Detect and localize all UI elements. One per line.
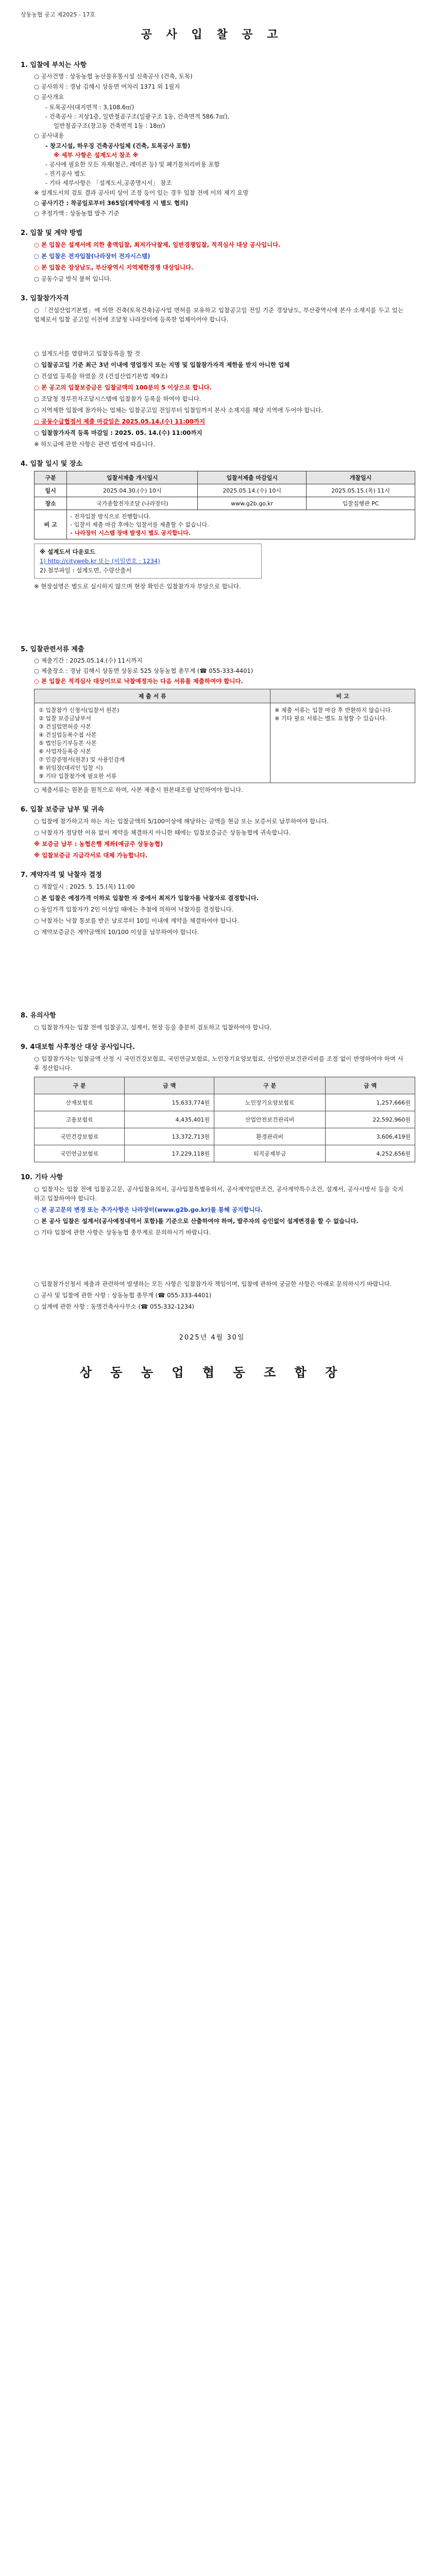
item: 일반철골구조(창고동 건축면적 1동 : 18㎡)	[54, 122, 165, 129]
section-5	[21, 643, 403, 794]
item: ○ 낙찰자는 낙찰 통보를 받은 날로부터 10일 이내에 계약을 체결하여야 합니다.	[34, 917, 240, 924]
item-highlight: ○ 본 입찰은 장상남도, 부산광역시 지역제한경쟁 대상입니다.	[34, 264, 194, 271]
table-row	[35, 1094, 415, 1111]
item: - 토목공사(대지면적 : 3,108.6㎡)	[45, 104, 134, 111]
section-heading: 6. 입찰 보증금 납부 및 귀속	[21, 806, 105, 814]
footnote: ※ 현장설명은 별도로 실시하지 않으며 현장 확인은 입찰참가자 부담으로 합니다.	[34, 583, 241, 590]
section-9	[21, 1041, 411, 1162]
page-title: 공 사 입 찰 공 고	[141, 28, 283, 41]
section-3	[21, 293, 403, 449]
item: ※ 설계도서의 검토 결과 공사비 상이 조정 등이 있는 경우 입찰 전에 이의 제기 요망	[34, 189, 249, 196]
table-cell[interactable]: www.g2b.go.kr	[198, 497, 307, 510]
item: ○ 입찰공고일 기준 최근 3년 이내에 영업정지 또는 지명 및 입찰참가자격 제한을 받지 아니한 업체	[34, 361, 290, 368]
table-cell: 2025.04.30.(수) 10시	[67, 484, 198, 497]
note: - 전자입찰 방식으로 진행합니다.	[70, 513, 151, 520]
item-highlight: ○ 본 입찰은 설계서에 의한 총액입찰, 최저가낙찰제, 일반경쟁입찰, 적격심사 대상 공사입니다.	[34, 241, 281, 248]
item-highlight: ○ 본 입찰은 전자입찰(나라장터 전자시스템)	[34, 252, 150, 260]
list-item: ⑨ 기타 입찰참가에 필요한 서류	[39, 773, 117, 779]
notice-date: 2025년 4월 30일	[179, 1334, 245, 1342]
table-cell: 13,372,713원	[125, 1128, 214, 1145]
item: ○ 지역제한 입찰에 참가하는 업체는 입찰공고일 전일부터 입찰일까지 본사 소재지를 해당 지역에 두어야 합니다.	[34, 406, 324, 414]
item: ○ 본 입찰은 예정가격 이하로 입찰한 자 중에서 최저가 입찰자를 낙찰자로 결정합니다.	[34, 894, 259, 902]
table-header: 구분	[35, 471, 67, 484]
item: ○ 입찰에 참가하고자 하는 자는 입찰금액의 5/100이상에 해당하는 금액을 현금 또는 보증서로 납부하여야 합니다.	[34, 818, 329, 825]
table-cell: 산업안전보건관리비	[214, 1111, 326, 1128]
section-10	[21, 1172, 403, 1237]
table-cell: 입찰집행관 PC	[307, 497, 415, 510]
table-cell: 3,606,419원	[326, 1128, 415, 1145]
note: - 입찰서 제출 마감 후에는 입찰서를 제출할 수 없습니다.	[70, 521, 209, 528]
item: ○ 개찰일시 : 2025. 5. 15.(목) 11:00	[34, 883, 135, 890]
item: ○ 조달청 정부전자조달시스템에 입찰참가 등록을 하여야 합니다.	[34, 395, 201, 402]
section-heading: 3. 입찰참가자격	[21, 295, 69, 302]
list-item: ③ 건설업면허증 사본	[39, 723, 91, 730]
item: ○ 입찰참가자는 입찰 전에 입찰공고, 설계서, 현장 등을 충분히 검토하고 입찰하여야 합니다.	[34, 1024, 272, 1031]
item-highlight: ※ 세부 사항은 설계도서 참조 ※	[54, 151, 139, 159]
table-header: 구 분	[35, 1077, 125, 1094]
item: ○ 공동수급 방식 불허 입니다.	[34, 275, 112, 282]
item: ○ 「건설산업기본법」에 의한 건축(토목건축)공사업 면허를 보유하고 입찰공고일 전일 기준 경상남도, 부산광역시에 본사 소재지를 두고 있는 업체로서 입찰 공고일 이전에 조달청 나라장터에 등록한 업체이어야 합니다.	[34, 307, 403, 323]
table-cell: 17,229,118원	[125, 1145, 214, 1162]
docs-cell	[35, 703, 270, 783]
table-header: 구 분	[214, 1077, 326, 1094]
section-heading: 1. 입찰에 부치는 사항	[21, 61, 87, 69]
list-item: ① 입찰참가 신청서(입찰서 원본)	[39, 707, 120, 714]
table-row	[35, 703, 415, 783]
item: ○ 입찰참가자격 등록 마감일 : 2025. 05. 14.(수) 11:00까지	[34, 429, 202, 436]
table-header: 개찰일시	[307, 471, 415, 484]
section-4	[21, 458, 403, 591]
insurance-table	[34, 1077, 415, 1162]
list-item: ⑤ 법인등기부등본 사본	[39, 740, 97, 747]
download-link[interactable]: 1) http://cityweb.kr 또는 (비밀번호 : 1234)	[40, 557, 160, 565]
section-heading: 2. 입찰 및 계약 방법	[21, 229, 82, 237]
item: ○ 공사 및 입찰에 관한 사항 : 상동농협 총무계 (☎ 055-333-4401)	[34, 1292, 212, 1299]
table-row	[35, 1128, 415, 1145]
document-number: 상동농협 공고 제2025 - 17호	[21, 11, 95, 18]
box-line: 2) 첨부파일 : 설계도면, 수량산출서	[40, 567, 132, 574]
item	[34, 251, 403, 261]
table-cell: 2025.05.14.(수) 10시	[198, 484, 307, 497]
section-2	[21, 227, 403, 283]
table-cell: 4,435,401원	[125, 1111, 214, 1128]
list-item: ⑥ 사업자등록증 사본	[39, 748, 91, 755]
item: - 전기공사 별도	[45, 170, 86, 177]
table-header: 비 고	[270, 689, 415, 703]
section-6	[21, 804, 403, 860]
box-title: ※ 설계도서 다운로드	[40, 548, 96, 555]
table-cell: 국민건강보험료	[35, 1128, 125, 1145]
section-heading: 9. 4대보험 사후정산 대상 공사입니다.	[21, 1043, 135, 1051]
table-cell: 노인장기요양보험료	[214, 1094, 326, 1111]
item-highlight: ○ 본 공고의 입찰보증금은 입찰금액의 100분의 5 이상으로 합니다.	[34, 384, 212, 391]
item: ○ 입찰참가신청서 제출과 관련하여 발생하는 모든 사항은 입찰참가자 책임이며, 입찰에 관하여 궁금한 사항은 아래로 문의하시기 바랍니다.	[34, 1280, 392, 1287]
item: ○ 입찰참가자는 입찰금액 산정 시 국민건강보험료, 국민연금보험료, 노인장기요양보험료, 산업안전보건관리비를 조정 없이 반영하여야 하며 사후 정산합니다.	[34, 1055, 403, 1072]
item: ○ 기타 입찰에 관한 사항은 상동농협 총무계로 문의하시기 바랍니다.	[34, 1229, 211, 1236]
contact-section	[21, 1279, 403, 1311]
table-cell: 퇴직공제부금	[214, 1145, 326, 1162]
item: - 건축공사 : 지상1층, 일반철골구조(일괄구조 1동, 건축면적 586.7㎡),	[45, 113, 230, 120]
item: - 기타 세부사항은 「설계도서,공종명시서」 참조	[45, 179, 172, 187]
item	[34, 263, 403, 272]
item-highlight: ○ 본 입찰은 적격심사 대상이므로 낙찰예정자는 다음 서류를 제출하여야 합니다.	[34, 677, 243, 685]
item: ○ 동일가격 입찰자가 2인 이상일 때에는 추첨에 의하여 낙찰자를 결정합니다.	[34, 906, 234, 913]
table-cell: 환경관리비	[214, 1128, 326, 1145]
table-cell: 15,633,774원	[125, 1094, 214, 1111]
table-row	[35, 1111, 415, 1128]
table-cell: 비 고	[35, 510, 67, 539]
item: - 창고시설, 하우징 건축공사일체 (건축, 토목공사 포함)	[45, 142, 191, 149]
item: ○ 공사개요	[34, 93, 64, 100]
section-heading: 10. 기타 사항	[21, 1174, 63, 1181]
list-item: ② 입찰 보증금납부서	[39, 715, 91, 722]
section-heading: 4. 입찰 일시 및 장소	[21, 460, 82, 468]
download-box	[34, 544, 262, 579]
table-cell: 1,257,666원	[326, 1094, 415, 1111]
table-cell: 22,592,960원	[326, 1111, 415, 1128]
item: ○ 입찰자는 입찰 전에 입찰공고문, 공사입찰유의서, 공사입찰특별유의서, 공사계약일반조건, 공사계약특수조건, 설계서, 공사시방서 등을 숙지하고 입찰하여야 합니다.	[34, 1185, 403, 1202]
item: ○ 본 공사 입찰은 설계서(공사예정내역서 포함)를 기준으로 산출하여야 하며, 발주자의 승인없이 설계변경을 할 수 없습니다.	[34, 1217, 359, 1225]
table-header: 금 액	[326, 1077, 415, 1094]
section-heading: 7. 계약자격 및 낙찰자 결정	[21, 871, 102, 879]
table-header: 금 액	[125, 1077, 214, 1094]
list-item: ⑧ 위임장(대리인 입찰 시)	[39, 765, 103, 771]
item: - 공사에 필요한 모든 자재(철근, 레미콘 등) 및 폐기물처리비용 포함	[45, 161, 220, 168]
section-1	[21, 59, 403, 218]
list-item: ⑦ 인감증명서(원본) 및 사용인감계	[39, 756, 125, 763]
item: ○ 건설업 등록을 하였을 것 (건설산업기본법 제9조)	[34, 372, 168, 380]
item	[34, 240, 403, 249]
item: ○ 추정가액 : 상동농협 발주 기준	[34, 210, 120, 217]
item-highlight: ○ 공동수급협정서 제출 마감일은 2025.05.14.(수) 11:00까지	[34, 418, 206, 425]
item: ○ 제출장소 : 경남 김해시 상동면 상동로 525 상동농협 총무계 (☎ 055-333-4401)	[34, 667, 253, 674]
item: ○ 공사기간 : 착공일로부터 365일(계약예정 시 별도 협의)	[34, 199, 189, 207]
table-cell: 고용보험료	[35, 1111, 125, 1128]
item: ※ 하도급에 관한 사항은 관련 법령에 따릅니다.	[34, 440, 156, 448]
table-cell: 4,252,656원	[326, 1145, 415, 1162]
table-cell: 장소	[35, 497, 67, 510]
table-row	[35, 510, 415, 539]
documents-table	[34, 689, 415, 783]
item: ○ 설계도서를 열람하고 입찰등록을 할 것	[34, 350, 141, 357]
note: - 나라장터 시스템 장애 발생시 별도 공지합니다.	[70, 530, 191, 536]
item: ○ 공사건명 : 상동농협 농산물유통시설 신축공사 (건축, 토목)	[34, 73, 193, 80]
item: ○ 제출서류는 원본을 원칙으로 하며, 사본 제출시 원본대조필 날인하여야 합니다.	[34, 786, 243, 793]
section-heading: 5. 입찰관련서류 제출	[21, 646, 84, 653]
table-cell: 산재보험료	[35, 1094, 125, 1111]
item: ○ 공사내용	[34, 132, 64, 139]
section-8	[21, 1010, 403, 1032]
table-cell: 일시	[35, 484, 67, 497]
table-header: 입찰서제출 개시일시	[67, 471, 198, 484]
remark-cell: ※ 제출 서류는 입찰 마감 후 반환하지 않습니다. ※ 기타 필요 서류는 별도 요청할 수 있습니다.	[270, 703, 415, 783]
list-item: ④ 건설업등록수첩 사본	[39, 732, 97, 738]
item: ○ 계약보증금은 계약금액의 10/100 이상을 납부하여야 합니다.	[34, 928, 199, 936]
section-heading: 8. 유의사항	[21, 1012, 56, 1020]
table-cell: 2025.05.15.(목) 11시	[307, 484, 415, 497]
table-row	[35, 1145, 415, 1162]
table-row	[35, 497, 415, 510]
table-header: 제 출 서 류	[35, 689, 270, 703]
item: ○ 공사위치 : 경남 김해시 상동면 여차리 1371 외 1필지	[34, 83, 180, 90]
schedule-table	[34, 471, 415, 539]
table-header: 입찰서제출 마감일시	[198, 471, 307, 484]
notes-cell	[67, 510, 415, 539]
section-7	[21, 869, 403, 937]
table-cell: 국민연금보험료	[35, 1145, 125, 1162]
item-highlight: ※ 입찰보증금 지급각서로 대체 가능합니다.	[34, 852, 148, 859]
item: ○ 설계에 관한 사항 : 동명건축사사무소 (☎ 055-332-1234)	[34, 1303, 194, 1310]
table-row	[35, 484, 415, 497]
item: ○ 제출기간 : 2025.05.14.(수) 11시까지	[34, 657, 143, 664]
issuer-name: 상 동 농 업 협 동 조 합 장	[79, 1365, 345, 1380]
item: ○ 낙찰자가 정당한 이유 없이 계약을 체결하지 아니한 때에는 입찰보증금은 상동농협에 귀속합니다.	[34, 829, 291, 836]
table-cell: 국가종합전자조달 (나라장터)	[67, 497, 198, 510]
item-highlight: ○ 본 공고문의 변경 또는 추가사항은 나라장터(www.g2b.go.kr)를 통해 공지합니다.	[34, 1206, 263, 1213]
item-highlight: ※ 보증금 납부 : 농협은행 계좌(예금주 상동농협)	[34, 840, 163, 848]
